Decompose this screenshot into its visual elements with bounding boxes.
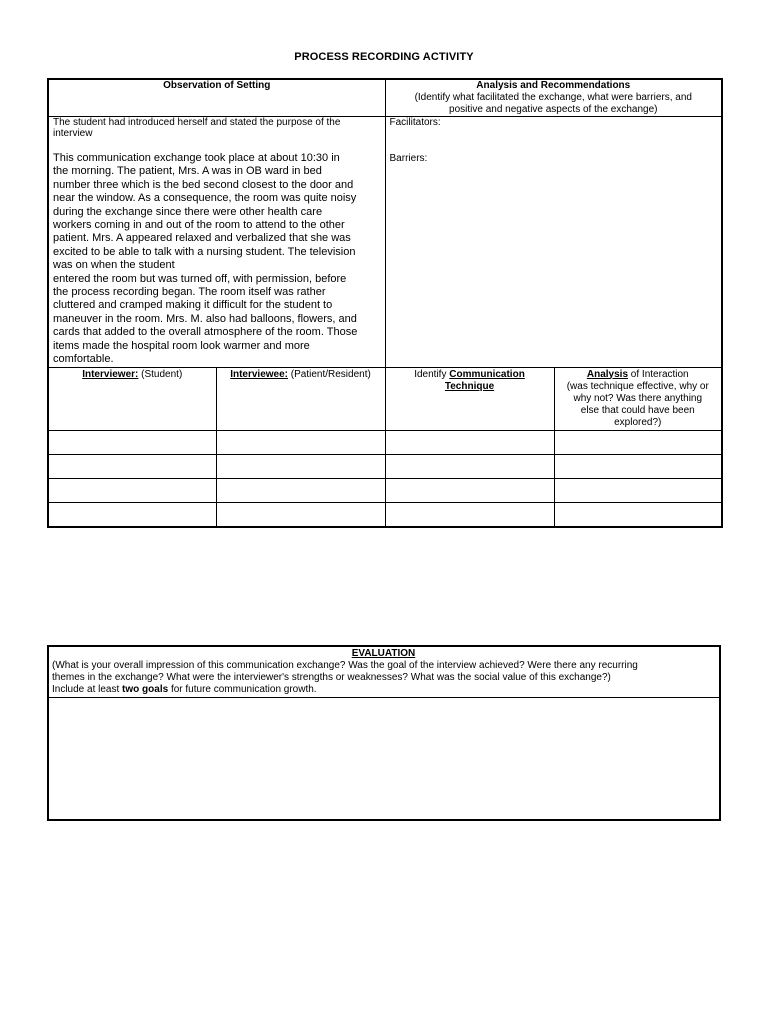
evaluation-response-area[interactable] [48,698,720,821]
analysis-label: Analysis [586,368,629,380]
interviewee-cell[interactable] [216,454,385,478]
observation-setting-cell [48,117,385,368]
analysis-cell[interactable] [554,478,722,502]
evaluation-title: EVALUATION [351,648,416,659]
analysis-subtitle-line1: (Identify what facilitated the exchange, what were barriers, and [414,92,692,103]
technique-label-1: Communication [449,368,525,380]
technique-cell[interactable] [385,502,554,527]
interviewer-label: Interviewer: [82,368,139,380]
setting-line: comfortable. [53,353,114,366]
evaluation-line-2: themes in the exchange? What were the interviewer's strengths or weaknesses? What was the social value of this exchange?) [52,672,611,683]
evaluation-table [47,645,721,821]
analysis-cell[interactable] [554,430,722,454]
interviewee-note: (Patient/Resident) [288,368,371,380]
interviewer-note: (Student) [138,368,183,380]
evaluation-header [48,646,720,698]
interviewer-cell[interactable] [48,478,216,502]
table-row [48,454,722,478]
interviewee-label: Interviewee: [230,368,288,380]
evaluation-line-3 [52,684,715,696]
setting-narrative [53,152,381,367]
analysis-note-line: (was technique effective, why or [566,380,709,392]
interviewer-cell[interactable] [48,430,216,454]
technique-cell[interactable] [385,430,554,454]
setting-intro: The student had introduced herself and stated the purpose of the interview [53,117,341,139]
analysis-header [385,79,722,117]
setting-line: near the window. As a consequence, the room was quite noisy [53,192,357,205]
setting-line: during the exchange since there were other health care [53,205,323,218]
setting-line: cluttered and cramped making it difficult for the student to [53,299,333,312]
technique-cell[interactable] [385,454,554,478]
technique-label-2: Technique [444,380,495,392]
table-row [48,502,722,527]
analysis-note-line: explored?) [614,416,662,428]
evaluation-line-3-suffix: for future communication growth. [168,684,317,695]
analysis-note-line: else that could have been [580,404,695,416]
interviewee-column-header [216,367,385,430]
interviewer-column-header [48,367,216,430]
setting-line: maneuver in the room. Mrs. M. also had balloons, flowers, and [53,312,357,325]
setting-line: excited to be able to talk with a nursing student. The television [53,245,356,258]
process-recording-table [47,78,723,528]
setting-line: number three which is the bed second closest to the door and [53,178,354,191]
technique-prefix: Identify [414,368,450,380]
evaluation-line-1: (What is your overall impression of this communication exchange? Was the goal of the interview achieved? Were there any recurring [52,660,638,671]
analysis-subtitle-line2: positive and negative aspects of the exchange) [449,104,658,115]
table-row [48,430,722,454]
setting-line: the process recording began. The room itself was rather [53,286,326,299]
evaluation-two-goals: two goals [122,684,169,695]
facilitators-label: Facilitators: [389,117,441,128]
page-title: PROCESS RECORDING ACTIVITY [294,51,474,63]
observation-header [48,79,385,117]
observation-title: Observation of Setting [163,80,271,91]
evaluation-line-3-prefix: Include at least [52,684,123,695]
analysis-cell[interactable] [554,454,722,478]
analysis-rest: of Interaction [628,368,689,380]
analysis-cell[interactable] [554,502,722,527]
analysis-note-line: why not? Was there anything [573,392,703,404]
setting-line: workers coming in and out of the room to attend to the other [53,219,345,232]
technique-cell[interactable] [385,478,554,502]
setting-line: patient. Mrs. A appeared relaxed and verbalized that she was [53,232,351,245]
setting-line: entered the room but was turned off, with permission, before [53,272,347,285]
interviewee-cell[interactable] [216,502,385,527]
analysis-title: Analysis and Recommendations [476,80,631,91]
setting-line: items made the hospital room look warmer and more [53,339,310,352]
analysis-column-header [554,367,722,430]
setting-line: was on when the student [53,259,175,272]
setting-line: the morning. The patient, Mrs. A was in OB ward in bed [53,165,322,178]
analysis-cell [385,117,722,368]
interviewer-cell[interactable] [48,454,216,478]
barriers-label: Barriers: [389,153,428,164]
setting-line: This communication exchange took place at about 10:30 in [53,152,340,164]
interviewee-cell[interactable] [216,478,385,502]
interviewee-cell[interactable] [216,430,385,454]
setting-line: cards that added to the overall atmosphere of the room. Those [53,326,358,339]
interviewer-cell[interactable] [48,502,216,527]
table-row [48,478,722,502]
technique-column-header [385,367,554,430]
